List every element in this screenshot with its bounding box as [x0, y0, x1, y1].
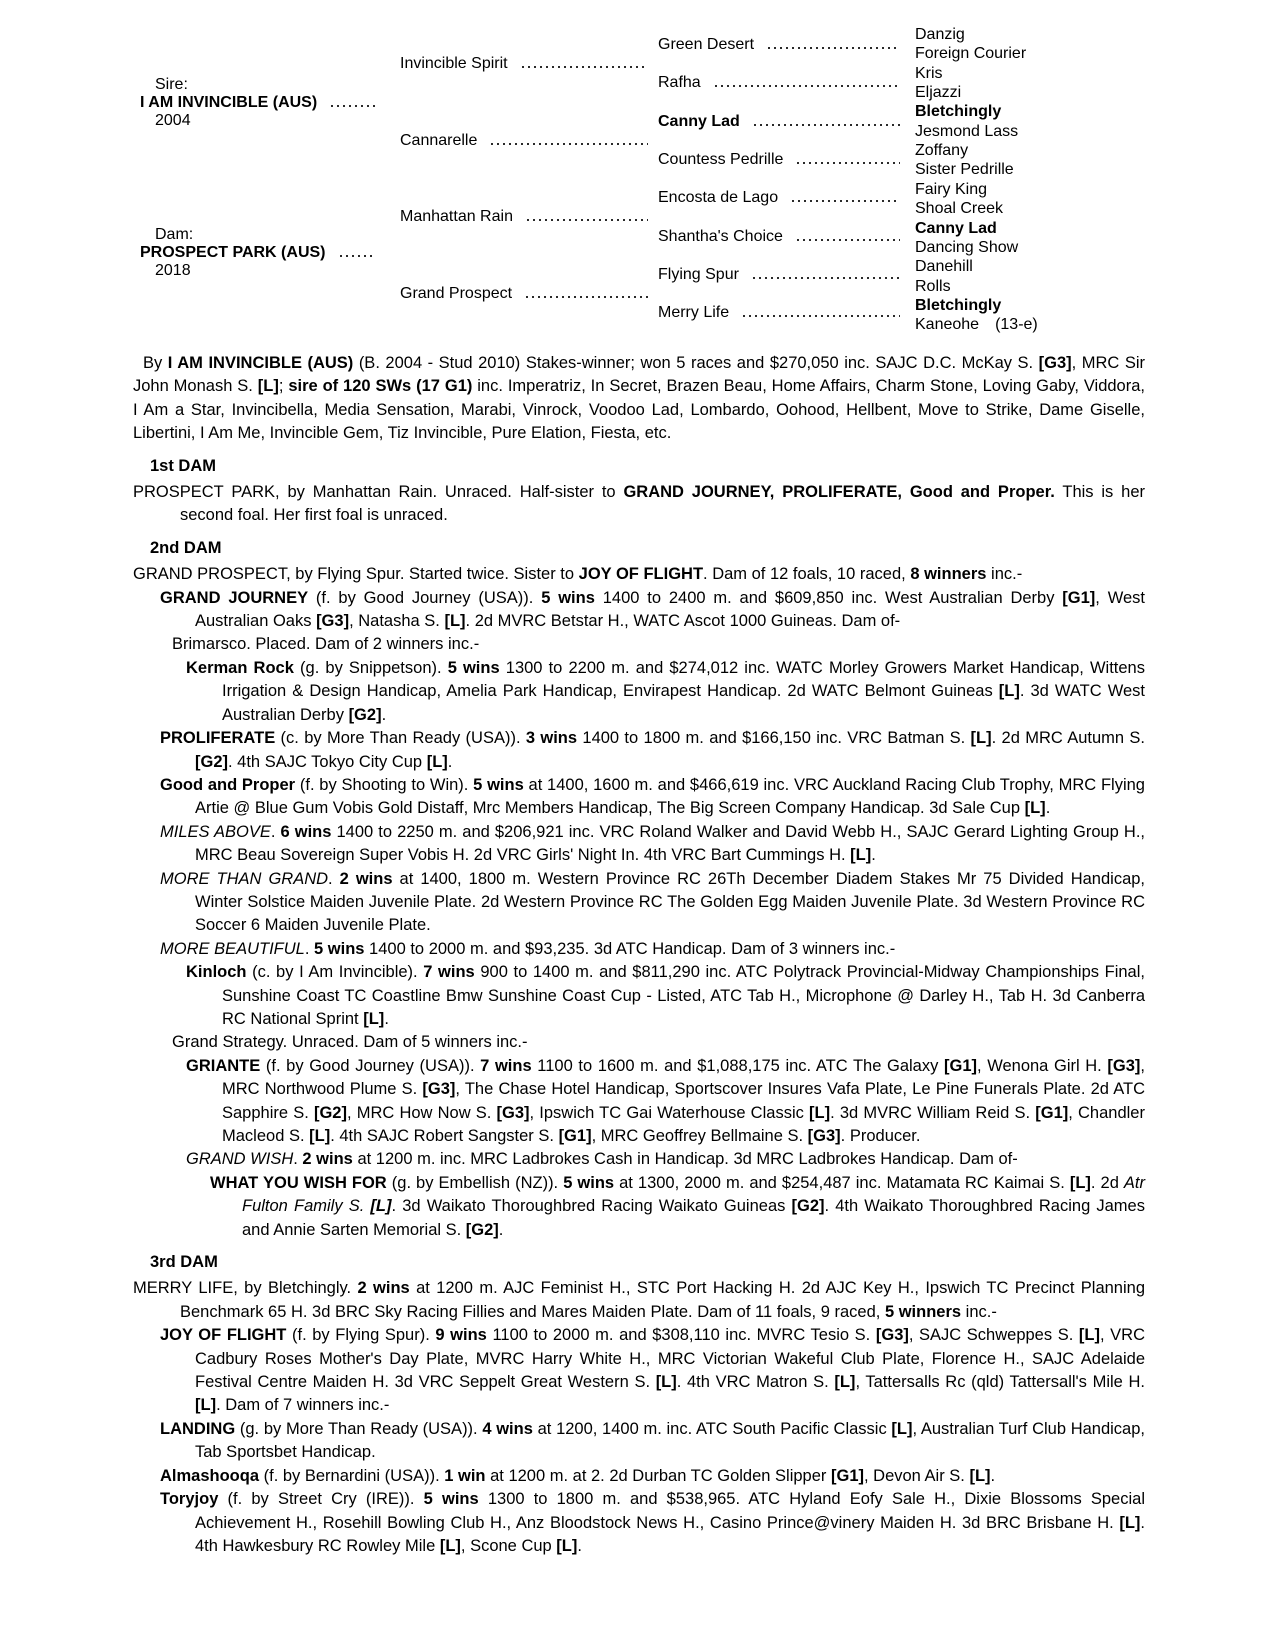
text-run: (f. by Street Cry (IRE)).: [218, 1490, 424, 1509]
text-run: GRAND JOURNEY: [623, 483, 770, 502]
text-run: , Tattersalls Rc (qld) Tattersall's Mile H.: [855, 1373, 1145, 1392]
sire-block: [140, 76, 410, 130]
text-run: . 3d WATC West Australian Derby: [222, 682, 1145, 724]
text-run: [L]: [834, 1373, 856, 1392]
text-run: [G2]: [791, 1197, 825, 1216]
text-run: at 1200, 1400 m. inc. ATC South Pacific Classic: [532, 1419, 892, 1438]
text-run: , Devon Air S.: [864, 1466, 970, 1485]
dotted-leader: [754, 124, 900, 126]
dam-year: 2018: [155, 262, 191, 279]
text-run: 1400 to 2250 m. and $206,921 inc. VRC Roland Walker and David Webb H., SAJC Gerard Lighting Group H., MRC Beau Sovereign Super Vobis H. 2d VRC Girls' Night In. 4th VRC Bart Cummings H.: [195, 822, 1146, 865]
text-run: 4 wins: [482, 1419, 533, 1438]
horse-name: Merry Life: [658, 304, 730, 321]
text-run: [L]: [370, 1197, 392, 1216]
body-paragraph: [133, 961, 1145, 1031]
text-run: . 3d Waikato Thoroughbred Racing Waikato Guineas: [391, 1197, 792, 1216]
horse-name: Foreign Courier: [915, 45, 1027, 62]
text-run: WHAT YOU WISH FOR: [210, 1173, 387, 1192]
text-run: By: [143, 354, 168, 372]
horse-name: Zoffany: [915, 142, 969, 159]
horse-name: Shoal Creek: [915, 200, 1004, 217]
text-run: [L]: [426, 752, 448, 771]
text-run: GRAND WISH: [186, 1150, 294, 1169]
text-run: [L]: [891, 1419, 913, 1438]
pedigree-entry: [658, 188, 902, 207]
text-run: ,: [769, 483, 783, 502]
text-run: ,: [897, 483, 910, 502]
text-run: [L]: [998, 682, 1020, 701]
pedigree-entry: [915, 160, 1165, 179]
text-run: [G2]: [348, 705, 382, 724]
text-run: 1300 to 1800 m. and $538,965. ATC Hyland Eofy Sale H., Dixie Blossoms Special Achievement H., Rosehill Bowling Club H., Anz Bloodstock News H., Casino Prince@vinery Maiden H. 3d BRC Brisbane H.: [195, 1490, 1145, 1532]
text-run: GRAND PROSPECT, by Flying Spur. Started twice. Sister to: [133, 565, 579, 584]
text-run: at 1200 m. at 2. 2d Durban TC Golden Slipper: [485, 1466, 831, 1485]
body-paragraph: [133, 563, 1145, 586]
horse-name: Kris: [915, 65, 943, 82]
text-run: . 2d MVRC Betstar H., WATC Ascot 1000 Guineas. Dam of-: [465, 612, 901, 631]
text-run: PROLIFERATE: [782, 483, 898, 502]
sire-name: I AM INVINCIBLE (AUS): [140, 94, 318, 111]
dotted-leader: [792, 200, 900, 202]
dotted-leader: [522, 66, 648, 68]
body-paragraph: [133, 1465, 1145, 1488]
text-run: , West Australian Oaks: [195, 588, 1145, 631]
pedigree-entry: [400, 131, 650, 150]
text-run: [L]: [655, 1373, 677, 1392]
text-run: 1400 to 2400 m. and $609,850 inc. West Australian Derby: [594, 588, 1063, 607]
text-run: at 1400, 1800 m. Western Province RC 26Th December Diadem Stakes Mr 75 Divided Handicap, Winter Solstice Maiden Juvenile Plate. 2d Western Province RC The Golden Egg Maiden Juvenile Plate. 3d Western Province RC Soccer 6 Maiden Juvenile Plate.: [195, 869, 1146, 935]
text-run: [G2]: [313, 1103, 347, 1122]
text-run: [G3]: [422, 1080, 456, 1099]
dam-label: Dam:: [155, 226, 194, 243]
body-paragraph: [133, 481, 1145, 528]
horse-name: Danehill: [915, 258, 973, 275]
pedigree-entry: [400, 284, 650, 303]
body-paragraph: [133, 657, 1145, 727]
text-run: ;: [278, 377, 289, 396]
horse-name: Jesmond Lass: [915, 123, 1019, 140]
text-run: [G2]: [195, 752, 228, 771]
text-run: at 1400, 1600 m. and $466,619 inc. VRC Auckland Racing Club Trophy, MRC Flying Artie @ Blue Gum Vobis Gold Distaff, Mrc Members Handicap, The Big Screen Company Handicap. 3d Sale Cup: [195, 775, 1145, 818]
text-run: . Producer.: [840, 1127, 921, 1145]
horse-name: Fairy King: [915, 181, 988, 198]
text-run: [G1]: [1035, 1103, 1069, 1122]
horse-name: Sister Pedrille: [915, 161, 1014, 178]
text-run: .: [498, 1220, 504, 1239]
text-run: Kinloch: [186, 963, 247, 982]
pedigree-entry: [915, 102, 1165, 121]
family-number: (13-e): [995, 316, 1038, 333]
horse-name: Rafha: [658, 74, 701, 91]
pedigree-table: [0, 0, 1275, 350]
text-run: , MRC Northwood Plume S.: [222, 1056, 1145, 1099]
text-run: Toryjoy: [160, 1490, 219, 1509]
pedigree-entry: [658, 112, 902, 131]
body-paragraph: [133, 774, 1145, 821]
horse-name: Canny Lad: [658, 113, 740, 130]
body-paragraph: [133, 352, 1145, 446]
section-heading: 1st DAM: [150, 456, 217, 475]
text-run: [L]: [195, 1396, 217, 1415]
pedigree-entry: [658, 73, 902, 92]
horse-name: Bletchingly: [915, 103, 1002, 120]
horse-name: Kaneohe: [915, 316, 980, 333]
text-run: Good and Proper: [909, 483, 1051, 502]
horse-name: Cannarelle: [400, 132, 478, 149]
text-run: , Natasha S.: [349, 612, 445, 631]
pedigree-entry: [400, 207, 650, 226]
text-run: , The Chase Hotel Handicap, Sportscover Insures Vafa Plate, Le Pine Funerals Plate. 2d ATC Sapphire S.: [222, 1080, 1145, 1122]
text-run: (g. by More Than Ready (USA)).: [235, 1419, 483, 1438]
text-run: (c. by More Than Ready (USA)).: [275, 729, 526, 748]
pedigree-entry: [915, 277, 1165, 296]
pedigree-entry: [915, 64, 1165, 83]
pedigree-text-body: [133, 352, 1145, 1558]
text-run: [G1]: [831, 1466, 864, 1485]
pedigree-entry: [915, 122, 1165, 141]
section-heading: 2nd DAM: [150, 538, 222, 557]
text-run: .: [328, 869, 340, 888]
body-paragraph: [133, 587, 1145, 634]
text-run: . 4th VRC Matron S.: [676, 1373, 835, 1392]
text-run: . 3d MVRC William Reid S.: [830, 1103, 1036, 1122]
text-run: I AM INVINCIBLE (AUS): [167, 354, 354, 372]
body-paragraph: [133, 1488, 1145, 1558]
text-run: (f. by Good Journey (USA)).: [260, 1056, 481, 1075]
text-run: Good and Proper: [160, 775, 296, 794]
text-run: 6 wins: [280, 822, 332, 841]
text-run: (B. 2004 - Stud 2010) Stakes-winner; won 5 races and $270,050 inc. SAJC D.C. McKay S.: [353, 354, 1039, 372]
text-run: , Scone Cup: [460, 1536, 557, 1555]
dotted-leader: [331, 105, 377, 107]
text-run: 900 to 1400 m. and $811,290 inc. ATC Polytrack Provincial-Midway Championships Final, Sunshine Coast TC Coastline Bmw Sunshine Coast Cup - Listed, ATC Tab H., Microphone @ Darley H., Tab H. 3d Canberra RC National Sprint: [222, 963, 1145, 1028]
text-run: [L]: [363, 1009, 385, 1028]
pedigree-entry: [658, 265, 902, 284]
dotted-leader: [527, 219, 648, 221]
pedigree-entry: [915, 25, 1165, 44]
text-run: JOY OF FLIGHT: [578, 565, 704, 584]
text-run: (f. by Bernardini (USA)).: [259, 1466, 445, 1485]
pedigree-entry: [658, 150, 902, 169]
text-run: 5 wins: [473, 775, 524, 794]
pedigree-entry: [915, 141, 1165, 160]
horse-name: Encosta de Lago: [658, 189, 779, 206]
text-run: This is her second foal. Her first foal is unraced.: [180, 483, 1145, 525]
horse-name: Flying Spur: [658, 266, 739, 283]
text-run: inc.-: [986, 565, 1023, 584]
text-run: at 1200 m. inc. MRC Ladbrokes Cash in Handicap. 3d MRC Ladbrokes Handicap. Dam of-: [352, 1150, 1018, 1169]
text-run: 1 win: [444, 1466, 486, 1485]
body-paragraph: [133, 1277, 1145, 1324]
body-paragraph: [133, 1031, 1145, 1054]
text-run: Kerman Rock: [186, 658, 294, 677]
horse-name: Dancing Show: [915, 239, 1019, 256]
text-run: at 1300, 2000 m. and $254,487 inc. Matamata RC Kaimai S.: [614, 1173, 1070, 1192]
body-paragraph: [133, 938, 1145, 961]
horse-name: Eljazzi: [915, 84, 962, 101]
text-run: [G3]: [875, 1326, 909, 1345]
text-run: [G1]: [1062, 588, 1096, 607]
text-run: at 1200 m. AJC Feminist H., STC Port Hacking H. 2d AJC Key H., Ipswich TC Precinct Planning Benchmark 65 H. 3d BRC Sky Racing Fillies and Mares Maiden Plate. Dam of 11 foals, 9 raced,: [180, 1279, 1145, 1321]
text-run: , VRC Cadbury Roses Mother's Day Plate, MVRC Harry White H., MRC Victorian Wakeful Club Plate, Florence H., SAJC Adelaide Festival Centre Maiden H. 3d VRC Seppelt Great Western S.: [195, 1326, 1145, 1392]
body-paragraph: [133, 1324, 1145, 1418]
pedigree-entry: [915, 238, 1165, 257]
text-run: , MRC How Now S.: [346, 1103, 497, 1122]
text-run: 1100 to 2000 m. and $308,110 inc. MVRC Tesio S.: [486, 1326, 876, 1345]
text-run: , MRC Geoffrey Bellmaine S.: [591, 1127, 808, 1145]
text-run: .: [990, 1466, 996, 1485]
body-paragraph: [133, 1172, 1145, 1242]
pedigree-entry: [658, 227, 902, 246]
text-run: PROLIFERATE: [160, 729, 276, 748]
text-run: [L]: [439, 1536, 461, 1555]
text-run: , Wenona Girl H.: [976, 1056, 1108, 1075]
horse-name: Shantha's Choice: [658, 228, 783, 245]
sire-year: 2004: [155, 112, 191, 129]
text-run: , Ipswich TC Gai Waterhouse Classic: [529, 1103, 810, 1122]
text-run: , Australian Turf Club Handicap, Tab Sportsbet Handicap.: [195, 1419, 1145, 1462]
dam-name: PROSPECT PARK (AUS): [140, 244, 326, 261]
text-run: 5 wins: [423, 1490, 479, 1509]
text-run: [L]: [1078, 1326, 1100, 1345]
text-run: 5 wins: [541, 588, 595, 607]
text-run: . 4th Hawkesbury RC Rowley Mile: [195, 1513, 1145, 1555]
text-run: 7 wins: [423, 963, 475, 982]
text-run: .: [381, 705, 387, 724]
text-run: 9 wins: [435, 1326, 487, 1345]
text-run: [G1]: [943, 1056, 977, 1075]
dotted-leader: [526, 296, 648, 298]
text-run: 1400 to 1800 m. and $166,150 inc. VRC Batman S.: [577, 729, 971, 748]
text-run: 1400 to 2000 m. and $93,235. 3d ATC Handicap. Dam of 3 winners inc.-: [364, 939, 896, 958]
horse-name: Canny Lad: [915, 220, 997, 237]
text-run: (c. by I Am Invincible).: [246, 963, 424, 982]
text-run: inc. Imperatriz, In Secret, Brazen Beau, Home Affairs, Charm Stone, Loving Gaby, Viddora, I Am a Star, Invincibella, Media Sensation, Marabi, Vinrock, Voodoo Lad, Lombardo, Oohood, Hellbent, Move to Strike, Dame Giselle, Libertini, I Am Me, Invincible Gem, Tiz Invincible, Pure Elation, Fiesta, etc.: [133, 377, 1145, 443]
text-run: [L]: [969, 1466, 991, 1485]
text-run: Brimarsco. Placed. Dam of 2 winners inc.-: [172, 635, 480, 654]
text-run: .: [270, 822, 281, 841]
text-run: . 2d: [1090, 1173, 1124, 1192]
text-run: [L]: [809, 1103, 831, 1122]
body-paragraph: [133, 727, 1145, 774]
text-run: [L]: [1069, 1173, 1091, 1192]
horse-name: Rolls: [915, 278, 951, 295]
text-run: 5 wins: [447, 658, 500, 677]
text-run: inc.-: [961, 1302, 997, 1321]
text-run: .: [1050, 483, 1055, 502]
body-paragraph: [133, 821, 1145, 868]
dam-name-row: [140, 244, 410, 262]
text-run: Atr Fulton Family S.: [242, 1173, 1146, 1216]
section-heading: 3rd DAM: [150, 1253, 218, 1272]
text-run: 7 wins: [480, 1056, 532, 1075]
text-run: [L]: [444, 612, 466, 631]
text-run: 2 wins: [357, 1279, 410, 1298]
text-run: 5 wins: [314, 939, 365, 958]
pedigree-entry: [915, 315, 1165, 334]
text-run: .: [577, 1536, 582, 1555]
pedigree-entry: [400, 54, 650, 73]
text-run: 2 wins: [302, 1150, 353, 1169]
text-run: (f. by Flying Spur).: [286, 1326, 436, 1345]
text-run: .: [304, 939, 315, 958]
horse-name: Grand Prospect: [400, 285, 513, 302]
text-run: 1100 to 1600 m. and $1,088,175 inc. ATC The Galaxy: [531, 1056, 944, 1075]
body-paragraph: [133, 1055, 1145, 1149]
text-run: .: [293, 1150, 303, 1169]
body-paragraph: [133, 1418, 1145, 1465]
text-run: [G3]: [496, 1103, 530, 1122]
text-run: , SAJC Schweppes S.: [908, 1326, 1079, 1345]
text-run: [L]: [257, 377, 279, 396]
pedigree-entry: [658, 35, 902, 54]
text-run: 5 wins: [563, 1173, 615, 1192]
sire-name-row: [140, 94, 410, 112]
text-run: JOY OF FLIGHT: [160, 1326, 287, 1345]
dotted-leader: [797, 162, 900, 164]
text-run: [L]: [850, 846, 872, 865]
text-run: GRAND JOURNEY: [160, 588, 309, 607]
body-paragraph: [133, 868, 1145, 938]
text-run: [G3]: [807, 1127, 841, 1145]
text-run: 1300 to 2200 m. and $274,012 inc. WATC Morley Growers Market Handicap, Wittens Irrigation & Design Handicap, Amelia Park Handicap, Envirapest Handicap. 2d WATC Belmont Guineas: [222, 658, 1145, 701]
text-run: sire of 120 SWs (17 G1): [288, 377, 473, 396]
text-run: .: [1045, 799, 1051, 818]
text-run: 3 wins: [525, 729, 578, 748]
text-run: [L]: [970, 729, 992, 748]
text-run: 5 winners: [884, 1302, 962, 1321]
text-run: MORE BEAUTIFUL: [160, 939, 305, 958]
text-run: , MRC Sir John Monash S.: [133, 354, 1145, 396]
pedigree-entry: [915, 83, 1165, 102]
text-run: .: [447, 752, 453, 771]
text-run: GRIANTE: [186, 1056, 261, 1075]
text-run: [L]: [1024, 799, 1046, 818]
dotted-leader: [340, 255, 372, 257]
text-run: , Chandler Macleod S.: [222, 1103, 1145, 1145]
dotted-leader: [743, 315, 900, 317]
pedigree-entry: [658, 303, 902, 322]
text-run: 8 winners: [910, 565, 987, 584]
pedigree-entry: [915, 44, 1165, 63]
body-paragraph: [133, 1148, 1145, 1171]
pedigree-entry: [915, 296, 1165, 315]
text-run: Almashooqa: [160, 1466, 260, 1485]
horse-name: Manhattan Rain: [400, 208, 513, 225]
text-run: [G2]: [465, 1220, 499, 1239]
pedigree-entry: [915, 219, 1165, 238]
horse-name: Countess Pedrille: [658, 151, 784, 168]
text-run: . Dam of 7 winners inc.-: [216, 1396, 390, 1415]
dotted-leader: [715, 85, 900, 87]
dam-block: [140, 226, 410, 280]
text-run: (g. by Snippetson).: [293, 658, 448, 677]
horse-name: Invincible Spirit: [400, 55, 508, 72]
text-run: (g. by Embellish (NZ)).: [386, 1173, 564, 1192]
text-run: Grand Strategy. Unraced. Dam of 5 winners inc.-: [172, 1033, 528, 1052]
pedigree-entry: [915, 180, 1165, 199]
dotted-leader: [753, 277, 900, 279]
text-run: .: [871, 846, 876, 865]
horse-name: Danzig: [915, 26, 965, 43]
text-run: (f. by Good Journey (USA)).: [308, 588, 542, 607]
dotted-leader: [797, 239, 900, 241]
text-run: [G3]: [316, 612, 350, 631]
dotted-leader: [491, 143, 648, 145]
text-run: [G3]: [1107, 1056, 1141, 1075]
horse-name: Green Desert: [658, 36, 755, 53]
text-run: . 2d MRC Autumn S.: [991, 729, 1145, 748]
text-run: . 4th SAJC Robert Sangster S.: [330, 1127, 559, 1145]
text-run: MILES ABOVE: [160, 822, 271, 841]
text-run: LANDING: [160, 1419, 236, 1438]
text-run: . 4th SAJC Tokyo City Cup: [228, 752, 427, 771]
text-run: [G1]: [558, 1127, 592, 1145]
dotted-leader: [768, 47, 900, 49]
text-run: 2 wins: [339, 869, 393, 888]
sire-label: Sire:: [155, 76, 188, 93]
text-run: . Dam of 12 foals, 10 raced,: [703, 565, 911, 584]
text-run: [L]: [309, 1127, 331, 1145]
text-run: MORE THAN GRAND: [160, 869, 329, 888]
horse-name: Bletchingly: [915, 297, 1002, 314]
pedigree-entry: [915, 199, 1165, 218]
text-run: MERRY LIFE, by Bletchingly.: [133, 1279, 358, 1298]
pedigree-entry: [915, 257, 1165, 276]
text-run: [L]: [1119, 1513, 1141, 1532]
text-run: . 4th Waikato Thoroughbred Racing James and Annie Sarten Memorial S.: [242, 1197, 1145, 1239]
text-run: [L]: [556, 1536, 578, 1555]
text-run: .: [384, 1009, 389, 1028]
text-run: [G3]: [1038, 354, 1072, 372]
body-paragraph: [133, 633, 1145, 656]
text-run: PROSPECT PARK, by Manhattan Rain. Unraced. Half-sister to: [133, 483, 624, 502]
text-run: (f. by Shooting to Win).: [295, 775, 474, 794]
